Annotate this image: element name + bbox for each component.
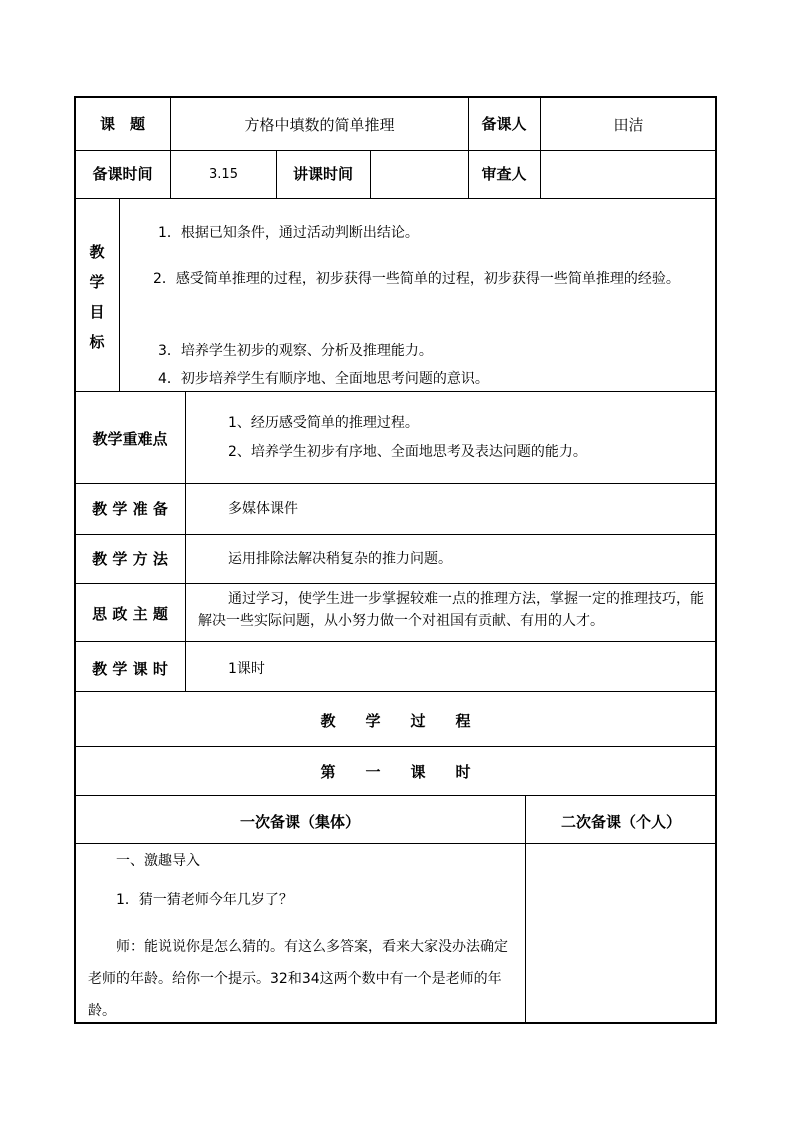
row-divider [75,483,716,484]
goal-item: 1．根据已知条件，通过活动判断出结论。 [158,225,419,241]
method-label: 教 学 方 法 [92,550,168,568]
preparation-label: 教 学 准 备 [92,500,168,518]
goals-label-char: 目 [89,303,105,321]
row-divider [75,391,716,392]
row-divider [75,534,716,535]
content-question: 1．猜一猜老师今年几岁了？ [116,892,293,908]
goals-label-char: 学 [89,273,105,291]
lesson-heading: 第 一 课 时 [320,763,471,781]
hours-value: 1课时 [228,661,265,677]
row-divider [75,198,716,199]
goal-item: 2．感受简单推理的过程，初步获得一些简单的过程，初步获得一些简单推理的经验。 [153,271,680,287]
col-divider [119,198,120,391]
reviewer-label: 审查人 [481,165,527,183]
row-divider [75,150,716,151]
section-heading: 一、激趣导入 [116,853,200,869]
goal-item: 4．初步培养学生有顺序地、全面地思考问题的意识。 [158,371,489,387]
lecture-time-label: 讲课时间 [292,165,353,183]
course-title-value: 方格中填数的简单推理 [244,116,395,134]
col-divider [185,391,186,691]
goals-label-char: 标 [89,333,105,351]
preparer-value: 田洁 [613,116,644,134]
row-divider [75,583,716,584]
method-value: 运用排除法解决稍复杂的推力问题。 [228,551,452,567]
row-divider [75,641,716,642]
hours-label: 教 学 课 时 [92,660,168,678]
individual-prep-header: 二次备课（个人） [560,813,681,831]
prep-time-value: 3.15 [209,167,238,182]
ideology-value: 通过学习，使学生进一步掌握较难一点的推理方法，掌握一定的推理技巧，能解决一些实际问题，从小努力做一个对祖国有贡献、有用的人才。 [198,591,704,629]
preparation-value: 多媒体课件 [228,501,298,517]
key-point-item: 1、经历感受简单的推理过程。 [228,415,419,431]
process-heading: 教 学 过 程 [320,712,471,730]
goals-label-char: 教 [89,243,105,261]
row-divider [75,746,716,747]
key-point-item: 2、培养学生初步有序地、全面地思考及表达问题的能力。 [228,444,587,460]
row-divider [75,795,716,796]
content-paragraph: 师：能说说你是怎么猜的。有这么多答案，看来大家没办法确定老师的年龄。给你一个提示。32和34这两个数中有一个是老师的年龄。 [88,939,508,1019]
row-divider [75,691,716,692]
key-points-label: 教学重难点 [92,430,168,448]
prep-time-label: 备课时间 [92,165,153,183]
group-prep-header: 一次备课（集体） [239,813,360,831]
col-divider [540,97,541,198]
goal-item: 3．培养学生初步的观察、分析及推理能力。 [158,343,433,359]
col-divider [370,150,371,198]
course-title-label: 课 题 [99,115,145,133]
preparer-label: 备课人 [481,115,527,133]
ideology-label: 思 政 主 题 [92,605,168,623]
row-divider [75,843,716,844]
